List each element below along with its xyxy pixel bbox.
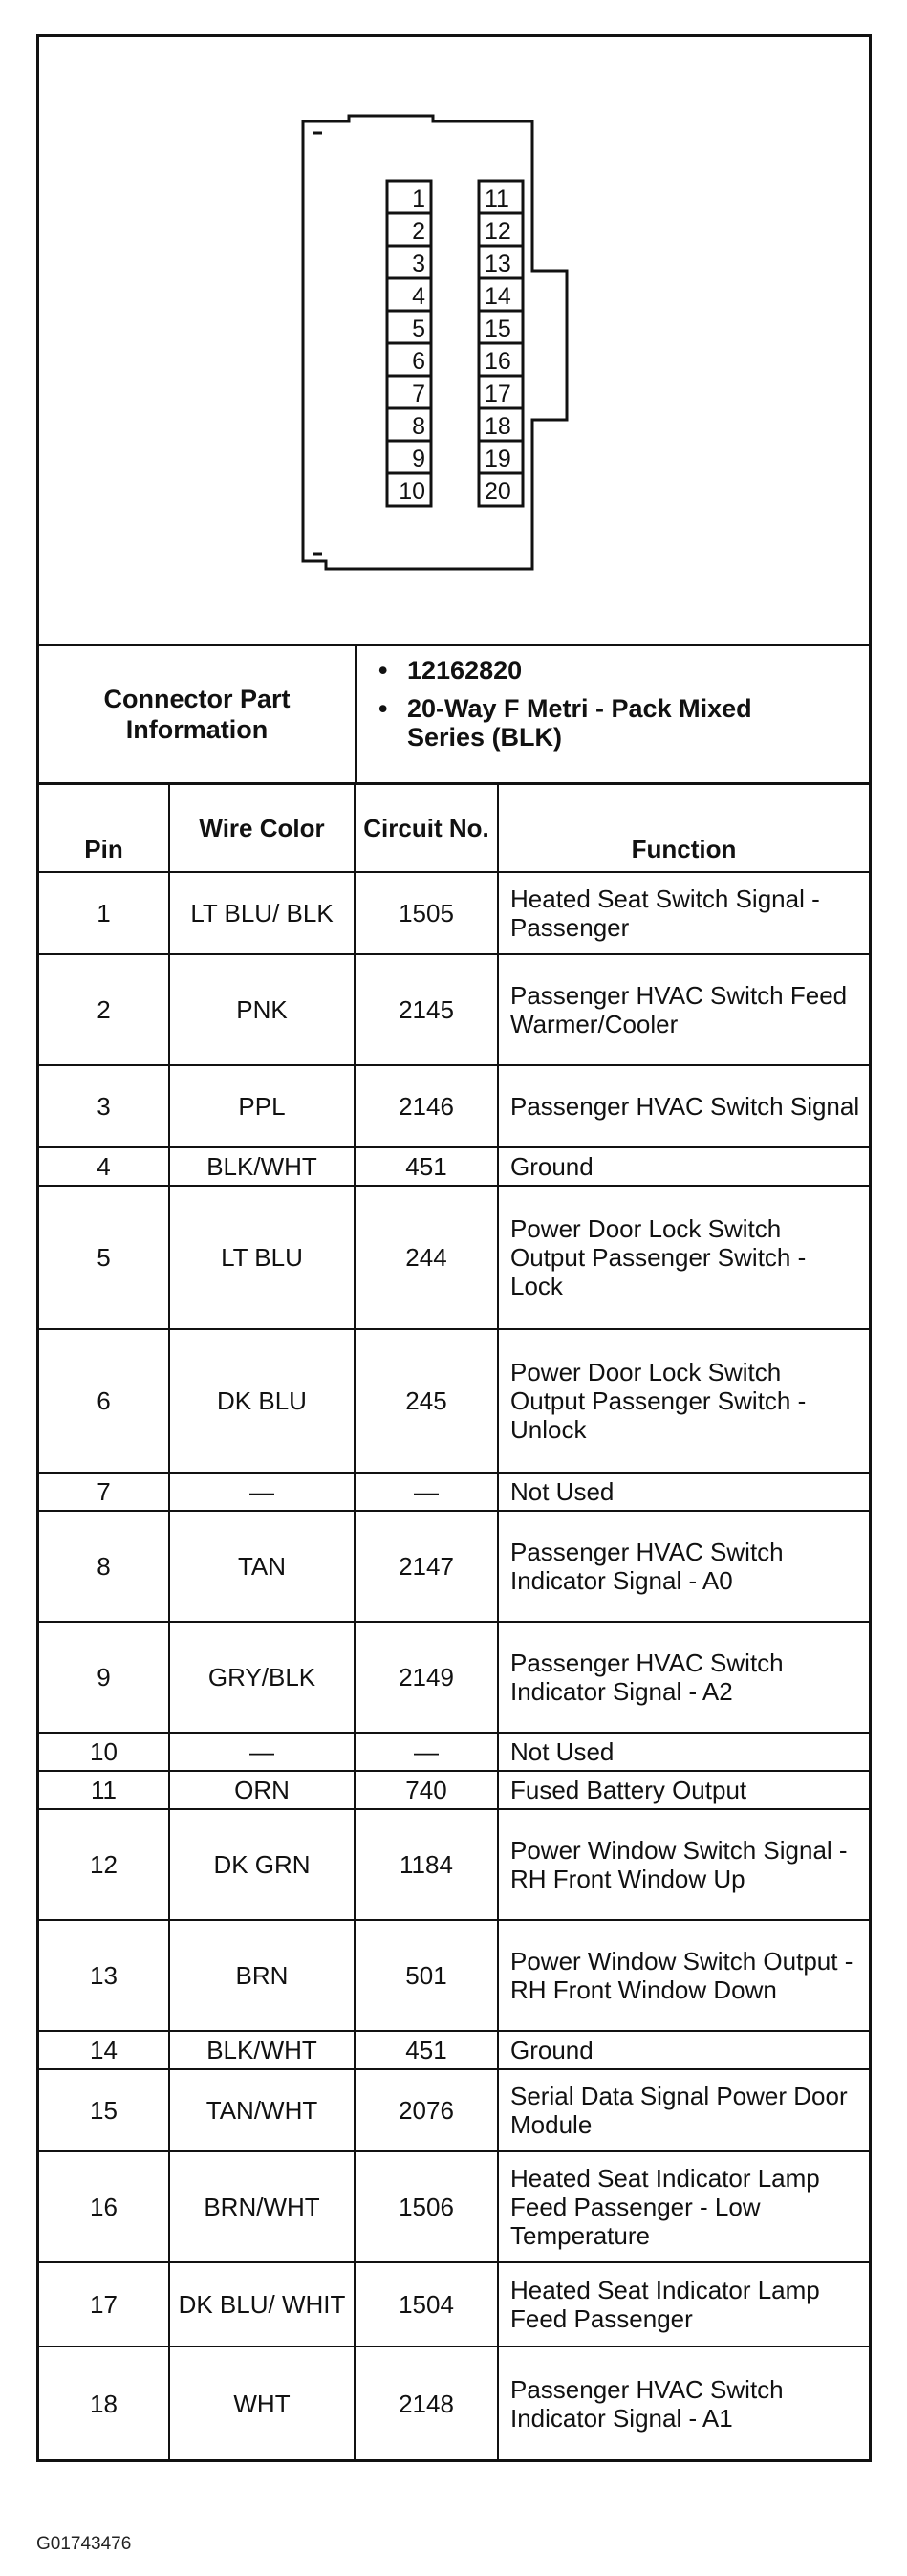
- circuit-no-cell: 1505: [355, 872, 498, 954]
- circuit-no-cell: 244: [355, 1186, 498, 1329]
- pinout-row: [39, 1186, 869, 1329]
- pin-cell-label: 15: [485, 316, 511, 342]
- function-cell: Ground: [498, 2031, 869, 2069]
- connector-diagram: [39, 37, 869, 646]
- pin-cell: 1: [39, 872, 169, 954]
- function-cell: Heated Seat Switch Signal - Passenger: [498, 872, 869, 954]
- connector-housing: [303, 116, 567, 569]
- pin-cell: 13: [39, 1920, 169, 2031]
- circuit-no-cell: 2147: [355, 1511, 498, 1622]
- pinout-row: [39, 1473, 869, 1511]
- circuit-no-cell: 451: [355, 2031, 498, 2069]
- pin-cell-label: 3: [412, 251, 425, 277]
- pinout-row: [39, 1733, 869, 1771]
- circuit-no-cell: 1504: [355, 2262, 498, 2347]
- bullet-dot: •: [378, 656, 388, 685]
- function-cell: Ground: [498, 1147, 869, 1186]
- connector-part-info-row: [39, 646, 869, 785]
- pinout-row: [39, 2151, 869, 2262]
- pin-cell-label: 4: [412, 283, 425, 310]
- pin-cell-16: [479, 343, 523, 376]
- wire-color-cell: DK BLU: [169, 1329, 355, 1473]
- pin-cell: 14: [39, 2031, 169, 2069]
- circuit-no-cell: 1506: [355, 2151, 498, 2262]
- pin-cell: 4: [39, 1147, 169, 1186]
- wire-color-cell: LT BLU: [169, 1186, 355, 1329]
- connector-face-drawing: [39, 37, 869, 644]
- wire-color-cell: BLK/WHT: [169, 2031, 355, 2069]
- pin-cell-label: 11: [485, 186, 509, 212]
- pin-cell-10: [387, 473, 431, 506]
- circuit-no-cell: —: [355, 1473, 498, 1511]
- function-cell: Heated Seat Indicator Lamp Feed Passenger - Low Temperature: [498, 2151, 869, 2262]
- bullet-dot: •: [378, 694, 388, 723]
- connector-description-line: [378, 694, 869, 752]
- pin-cell-3: [387, 246, 431, 278]
- pin-cell: 9: [39, 1622, 169, 1733]
- function-cell: Passenger HVAC Switch Signal: [498, 1065, 869, 1147]
- function-cell: Serial Data Signal Power Door Module: [498, 2069, 869, 2151]
- pin-cell-label: 14: [485, 283, 511, 310]
- circuit-no-cell: 501: [355, 1920, 498, 2031]
- wire-color-cell: GRY/BLK: [169, 1622, 355, 1733]
- pin-cell-19: [479, 441, 523, 473]
- wire-color-cell: —: [169, 1733, 355, 1771]
- wire-color-cell: BRN: [169, 1920, 355, 2031]
- function-cell: Power Window Switch Output - RH Front Window Down: [498, 1920, 869, 2031]
- circuit-no-cell: 2145: [355, 954, 498, 1065]
- pinout-row: [39, 1809, 869, 1920]
- wire-color-cell: DK BLU/ WHIT: [169, 2262, 355, 2347]
- pin-cell-label: 16: [485, 348, 511, 375]
- wire-color-cell: DK GRN: [169, 1809, 355, 1920]
- pinout-row: [39, 1329, 869, 1473]
- function-cell: Power Window Switch Signal - RH Front Window Up: [498, 1809, 869, 1920]
- pin-cell-label: 8: [412, 413, 425, 440]
- function-cell: Not Used: [498, 1473, 869, 1511]
- connector-description: 20-Way F Metri - Pack Mixed Series (BLK): [407, 694, 752, 752]
- pin-cell-label: 1: [412, 186, 425, 212]
- circuit-no-cell: 2076: [355, 2069, 498, 2151]
- pinout-row: [39, 1622, 869, 1733]
- function-cell: Power Door Lock Switch Output Passenger Switch - Unlock: [498, 1329, 869, 1473]
- pin-cell: 11: [39, 1771, 169, 1809]
- function-cell: Passenger HVAC Switch Indicator Signal - A1: [498, 2347, 869, 2459]
- wire-color-cell: BLK/WHT: [169, 1147, 355, 1186]
- pinout-row: [39, 1147, 869, 1186]
- pin-cell-9: [387, 441, 431, 473]
- pin-cell-14: [479, 278, 523, 311]
- pinout-row: [39, 2347, 869, 2459]
- pinout-header-row: [39, 785, 869, 872]
- circuit-no-cell: 2148: [355, 2347, 498, 2459]
- function-cell: Power Door Lock Switch Output Passenger Switch - Lock: [498, 1186, 869, 1329]
- pinout-row: [39, 1771, 869, 1809]
- connector-sheet: [36, 34, 872, 2462]
- pin-cell-17: [479, 376, 523, 408]
- pin-cell-label: 20: [485, 478, 511, 505]
- pin-cell: 6: [39, 1329, 169, 1473]
- pin-cell-11: [479, 181, 523, 213]
- pinout-row: [39, 1920, 869, 2031]
- wire-color-cell: BRN/WHT: [169, 2151, 355, 2262]
- circuit-no-cell: 1184: [355, 1809, 498, 1920]
- pin-cell-6: [387, 343, 431, 376]
- wire-color-cell: PNK: [169, 954, 355, 1065]
- circuit-no-cell: —: [355, 1733, 498, 1771]
- part-number-line: [378, 656, 869, 685]
- pin-cell: 15: [39, 2069, 169, 2151]
- pin-cell-20: [479, 473, 523, 506]
- pin-cell-label: 10: [399, 478, 425, 505]
- pinout-table: [39, 785, 869, 2459]
- pin-cell: 2: [39, 954, 169, 1065]
- pin-cell-13: [479, 246, 523, 278]
- pin-cell: 17: [39, 2262, 169, 2347]
- pin-cell: 12: [39, 1809, 169, 1920]
- function-cell: Not Used: [498, 1733, 869, 1771]
- pin-cell-4: [387, 278, 431, 311]
- pin-cell-label: 2: [412, 218, 425, 245]
- pin-cell: 7: [39, 1473, 169, 1511]
- pin-cell-label: 12: [485, 218, 511, 245]
- pin-cell-grid: [387, 181, 523, 506]
- circuit-no-cell: 740: [355, 1771, 498, 1809]
- pin-cell-label: 17: [485, 381, 511, 407]
- header-pin: Pin: [39, 785, 169, 872]
- circuit-no-cell: 2146: [355, 1065, 498, 1147]
- header-function: Function: [498, 785, 869, 872]
- pin-cell-label: 7: [412, 381, 425, 407]
- figure-id: G01743476: [36, 2534, 132, 2554]
- pin-cell-18: [479, 408, 523, 441]
- connector-part-info-label: Connector Part Information: [39, 646, 357, 782]
- connector-part-info-values: [357, 646, 869, 782]
- wire-color-cell: —: [169, 1473, 355, 1511]
- pinout-row: [39, 872, 869, 954]
- wire-color-cell: TAN: [169, 1511, 355, 1622]
- pinout-row: [39, 1511, 869, 1622]
- pinout-row: [39, 2069, 869, 2151]
- pin-cell: 10: [39, 1733, 169, 1771]
- circuit-no-cell: 451: [355, 1147, 498, 1186]
- pin-cell-label: 19: [485, 446, 511, 472]
- wire-color-cell: TAN/WHT: [169, 2069, 355, 2151]
- pin-cell: 8: [39, 1511, 169, 1622]
- pin-cell-label: 18: [485, 413, 511, 440]
- pin-cell: 3: [39, 1065, 169, 1147]
- pin-cell-8: [387, 408, 431, 441]
- pin-cell-label: 9: [412, 446, 425, 472]
- header-circuit-no: Circuit No.: [355, 785, 498, 872]
- pin-cell-15: [479, 311, 523, 343]
- wire-color-cell: PPL: [169, 1065, 355, 1147]
- circuit-no-cell: 245: [355, 1329, 498, 1473]
- pin-cell-label: 13: [485, 251, 511, 277]
- wire-color-cell: ORN: [169, 1771, 355, 1809]
- function-cell: Passenger HVAC Switch Indicator Signal - A0: [498, 1511, 869, 1622]
- pin-cell-2: [387, 213, 431, 246]
- function-cell: Fused Battery Output: [498, 1771, 869, 1809]
- pin-cell-1: [387, 181, 431, 213]
- pin-cell: 16: [39, 2151, 169, 2262]
- pinout-row: [39, 2262, 869, 2347]
- pin-cell-5: [387, 311, 431, 343]
- function-cell: Passenger HVAC Switch Indicator Signal - A2: [498, 1622, 869, 1733]
- part-number: 12162820: [407, 656, 523, 685]
- wire-color-cell: WHT: [169, 2347, 355, 2459]
- circuit-no-cell: 2149: [355, 1622, 498, 1733]
- wire-color-cell: LT BLU/ BLK: [169, 872, 355, 954]
- pinout-row: [39, 1065, 869, 1147]
- pin-cell-label: 6: [412, 348, 425, 375]
- function-cell: Passenger HVAC Switch Feed Warmer/Cooler: [498, 954, 869, 1065]
- header-wire-color: Wire Color: [169, 785, 355, 872]
- pinout-row: [39, 2031, 869, 2069]
- pin-cell-7: [387, 376, 431, 408]
- pin-cell-12: [479, 213, 523, 246]
- pin-cell: 5: [39, 1186, 169, 1329]
- function-cell: Heated Seat Indicator Lamp Feed Passenger: [498, 2262, 869, 2347]
- pin-cell-label: 5: [412, 316, 425, 342]
- pinout-row: [39, 954, 869, 1065]
- pin-cell: 18: [39, 2347, 169, 2459]
